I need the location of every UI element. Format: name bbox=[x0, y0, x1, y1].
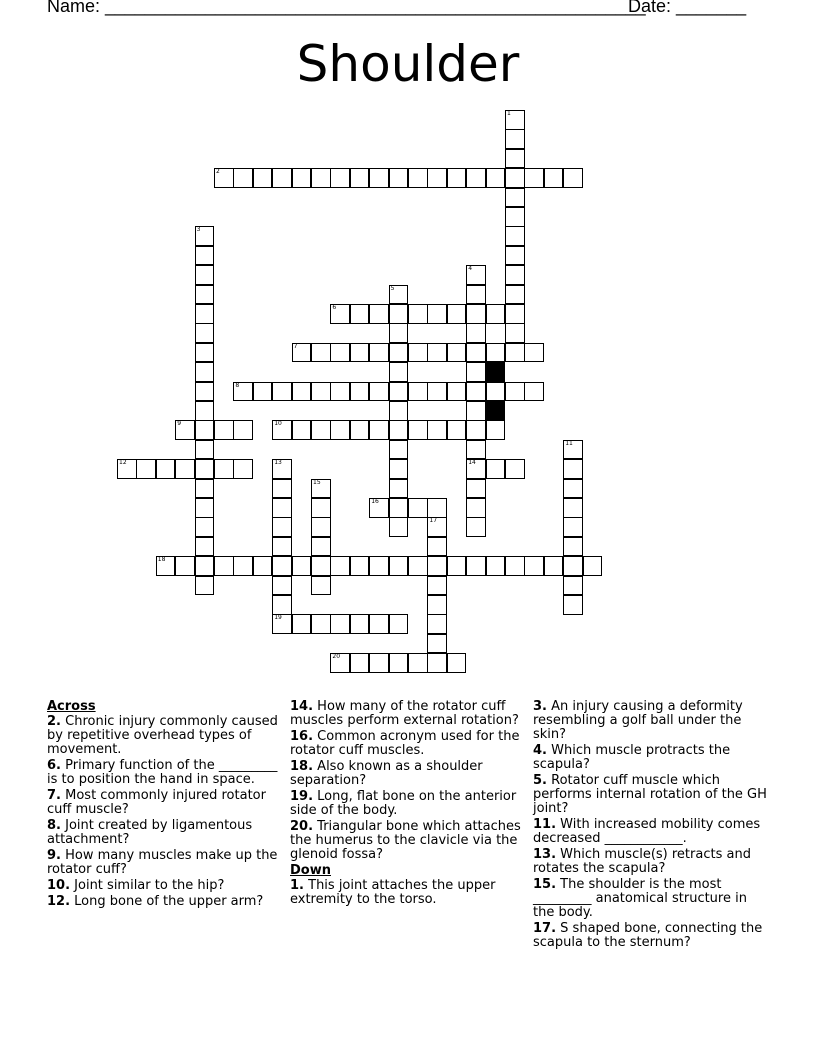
clue-down-11: 11. With increased mobility comes decreased ____________. bbox=[533, 817, 761, 846]
crossword-cell[interactable] bbox=[330, 653, 350, 673]
crossword-cell[interactable] bbox=[505, 343, 525, 363]
crossword-cell[interactable] bbox=[466, 323, 486, 343]
crossword-cell[interactable] bbox=[427, 498, 447, 518]
crossword-cell[interactable] bbox=[272, 614, 292, 634]
crossword-cell[interactable] bbox=[292, 556, 312, 576]
crossword-cell[interactable] bbox=[466, 304, 486, 324]
crossword-cell[interactable] bbox=[350, 653, 370, 673]
crossword-cell[interactable] bbox=[447, 304, 467, 324]
crossword-cell[interactable] bbox=[292, 614, 312, 634]
crossword-cell[interactable] bbox=[272, 479, 292, 499]
crossword-cell[interactable] bbox=[466, 420, 486, 440]
crossword-cell[interactable] bbox=[311, 343, 331, 363]
crossword-cell[interactable] bbox=[272, 459, 292, 479]
crossword-cell[interactable] bbox=[350, 168, 370, 188]
date-field: Date: _______ bbox=[628, 0, 747, 16]
crossword-cell[interactable] bbox=[389, 653, 409, 673]
crossword-cell[interactable] bbox=[195, 226, 215, 246]
crossword-cell[interactable] bbox=[544, 168, 564, 188]
crossword-cell[interactable] bbox=[369, 168, 389, 188]
crossword-cell[interactable] bbox=[311, 576, 331, 596]
crossword-cell[interactable] bbox=[466, 440, 486, 460]
crossword-cell[interactable] bbox=[195, 459, 215, 479]
crossword-cell[interactable] bbox=[369, 304, 389, 324]
crossword-cell[interactable] bbox=[272, 595, 292, 615]
crossword-cell[interactable] bbox=[563, 168, 583, 188]
crossword-cell[interactable] bbox=[544, 556, 564, 576]
clue-number: 2 bbox=[216, 168, 220, 176]
crossword-cell[interactable] bbox=[389, 459, 409, 479]
crossword-cell[interactable] bbox=[505, 129, 525, 149]
clue-across-8: 8. Joint created by ligamentous attachment? bbox=[47, 818, 253, 847]
crossword-cell[interactable] bbox=[195, 265, 215, 285]
crossword-cell[interactable] bbox=[563, 498, 583, 518]
crossword-cell[interactable] bbox=[195, 517, 215, 537]
crossword-cell[interactable] bbox=[389, 343, 409, 363]
clue-number: 10 bbox=[274, 420, 282, 428]
crossword-cell[interactable] bbox=[350, 382, 370, 402]
crossword-cell[interactable] bbox=[466, 285, 486, 305]
crossword-cell[interactable] bbox=[408, 556, 428, 576]
clue-number: 5 bbox=[390, 284, 395, 292]
crossword-cell[interactable] bbox=[427, 634, 447, 654]
crossword-cell[interactable] bbox=[195, 323, 215, 343]
crossword-cell[interactable] bbox=[195, 420, 215, 440]
crossword-cell[interactable] bbox=[524, 343, 544, 363]
clue-number: 19 bbox=[274, 614, 282, 622]
clue-across-19: 19. Long, flat bone on the anterior side of the body. bbox=[290, 789, 517, 818]
crossword-cell[interactable] bbox=[311, 382, 331, 402]
crossword-cell[interactable] bbox=[505, 110, 525, 130]
crossword-cell[interactable] bbox=[233, 382, 253, 402]
crossword-cell[interactable] bbox=[369, 343, 389, 363]
clue-number: 20 bbox=[332, 653, 341, 661]
clue-down-15: 15. The shoulder is the most _________ anatomical structure in the body. bbox=[533, 877, 747, 920]
crossword-cell[interactable] bbox=[292, 168, 312, 188]
clue-across-16: 16. Common acronym used for the rotator cuff muscles. bbox=[290, 729, 520, 758]
crossword-cell[interactable] bbox=[505, 168, 525, 188]
clue-across-2: 2. Chronic injury commonly caused by repetitive overhead types of movement. bbox=[47, 714, 278, 757]
crossword-cell[interactable] bbox=[408, 304, 428, 324]
clue-number: 14 bbox=[468, 459, 476, 467]
crossword-cell[interactable] bbox=[466, 556, 486, 576]
crossword-cell[interactable] bbox=[233, 420, 253, 440]
crossword-cell[interactable] bbox=[563, 459, 583, 479]
crossword-cell[interactable] bbox=[311, 498, 331, 518]
crossword-cell[interactable] bbox=[563, 517, 583, 537]
clue-number: 3 bbox=[196, 226, 201, 234]
clue-down-17: 17. S shaped bone, connecting the scapula to the sternum? bbox=[533, 921, 763, 950]
crossword-cell[interactable] bbox=[427, 653, 447, 673]
crossword-cell[interactable] bbox=[389, 401, 409, 421]
crossword-cell[interactable] bbox=[195, 362, 215, 382]
crossword-cell[interactable] bbox=[195, 556, 215, 576]
crossword-cell[interactable] bbox=[505, 323, 525, 343]
crossword-cell[interactable] bbox=[505, 285, 525, 305]
clue-across-6: 6. Primary function of the _________ is to position the hand in space. bbox=[47, 758, 278, 787]
crossword-cell[interactable] bbox=[369, 556, 389, 576]
crossword-cell[interactable] bbox=[369, 498, 389, 518]
crossword-cell[interactable] bbox=[156, 459, 176, 479]
down-heading: Down bbox=[290, 863, 331, 878]
crossword-cell[interactable] bbox=[427, 556, 447, 576]
crossword-cell[interactable] bbox=[253, 556, 273, 576]
crossword-cell[interactable] bbox=[427, 343, 447, 363]
crossword-cell[interactable] bbox=[350, 343, 370, 363]
crossword-cell[interactable] bbox=[214, 420, 234, 440]
crossword-cell[interactable] bbox=[427, 304, 447, 324]
crossword-cell[interactable] bbox=[447, 556, 467, 576]
name-field: Name: ______________________________________________________ bbox=[47, 0, 646, 16]
crossword-cell[interactable] bbox=[486, 459, 506, 479]
crossword-cell[interactable] bbox=[350, 556, 370, 576]
crossword-cell[interactable] bbox=[524, 168, 544, 188]
crossword-cell[interactable] bbox=[505, 382, 525, 402]
across-heading: Across bbox=[47, 699, 96, 714]
crossword-cell[interactable] bbox=[505, 149, 525, 169]
crossword-cell[interactable] bbox=[447, 382, 467, 402]
crossword-cell[interactable] bbox=[466, 343, 486, 363]
crossword-cell[interactable] bbox=[486, 420, 506, 440]
clue-number: 17 bbox=[429, 517, 438, 525]
crossword-cell[interactable] bbox=[466, 362, 486, 382]
crossword-cell[interactable] bbox=[408, 343, 428, 363]
crossword-cell[interactable] bbox=[369, 420, 389, 440]
clue-number: 16 bbox=[371, 498, 379, 505]
crossword-cell[interactable] bbox=[563, 595, 583, 615]
crossword-cell[interactable] bbox=[311, 479, 331, 499]
crossword-cell[interactable] bbox=[563, 479, 583, 499]
crossword-cell[interactable] bbox=[486, 343, 506, 363]
clue-down-5: 5. Rotator cuff muscle which performs internal rotation of the GH joint? bbox=[533, 773, 767, 816]
crossword-cell[interactable] bbox=[486, 382, 506, 402]
crossword-cell[interactable] bbox=[253, 382, 273, 402]
crossword-cell[interactable] bbox=[195, 401, 215, 421]
crossword-cell[interactable] bbox=[330, 382, 350, 402]
crossword-cell[interactable] bbox=[505, 459, 525, 479]
black-cell bbox=[486, 362, 506, 382]
crossword-cell[interactable] bbox=[389, 323, 409, 343]
clue-down-13: 13. Which muscle(s) retracts and rotates the scapula? bbox=[533, 847, 751, 876]
crossword-cell[interactable] bbox=[427, 595, 447, 615]
crossword-cell[interactable] bbox=[330, 343, 350, 363]
clue-down-3: 3. An injury causing a deformity resembling a golf ball under the skin? bbox=[533, 699, 743, 742]
crossword-cell[interactable] bbox=[389, 420, 409, 440]
crossword-cell[interactable] bbox=[427, 517, 447, 537]
crossword-cell[interactable] bbox=[563, 576, 583, 596]
crossword-cell[interactable] bbox=[466, 479, 486, 499]
crossword-cell[interactable] bbox=[292, 343, 312, 363]
clues-column-1 bbox=[47, 700, 283, 911]
crossword-cell[interactable] bbox=[175, 420, 195, 440]
crossword-cell[interactable] bbox=[524, 382, 544, 402]
crossword-cell[interactable] bbox=[272, 382, 292, 402]
crossword-cell[interactable] bbox=[389, 614, 409, 634]
crossword-cell[interactable] bbox=[466, 401, 486, 421]
clue-number: 12 bbox=[119, 459, 127, 467]
crossword-cell[interactable] bbox=[330, 304, 350, 324]
crossword-cell[interactable] bbox=[447, 168, 467, 188]
clues-column-3 bbox=[533, 700, 769, 952]
crossword-cell[interactable] bbox=[505, 226, 525, 246]
crossword-cell[interactable] bbox=[389, 498, 409, 518]
crossword-cell[interactable] bbox=[272, 556, 292, 576]
crossword-cell[interactable] bbox=[195, 382, 215, 402]
crossword-cell[interactable] bbox=[233, 556, 253, 576]
crossword-cell[interactable] bbox=[311, 517, 331, 537]
crossword-cell[interactable] bbox=[524, 556, 544, 576]
crossword-cell[interactable] bbox=[389, 304, 409, 324]
clue-number: 13 bbox=[274, 459, 282, 467]
page-title: Shoulder bbox=[296, 35, 520, 93]
crossword-cell[interactable] bbox=[505, 265, 525, 285]
crossword-cell[interactable] bbox=[427, 382, 447, 402]
crossword-cell[interactable] bbox=[175, 556, 195, 576]
crossword-cell[interactable] bbox=[195, 285, 215, 305]
crossword-cell[interactable] bbox=[253, 168, 273, 188]
crossword-cell[interactable] bbox=[505, 246, 525, 266]
crossword-cell[interactable] bbox=[583, 556, 603, 576]
crossword-cell[interactable] bbox=[272, 420, 292, 440]
clue-number: 7 bbox=[293, 342, 298, 350]
crossword-cell[interactable] bbox=[233, 168, 253, 188]
crossword-cell[interactable] bbox=[195, 343, 215, 363]
clue-down-4: 4. Which muscle protracts the scapula? bbox=[533, 743, 731, 772]
crossword-cell[interactable] bbox=[408, 382, 428, 402]
crossword-cell[interactable] bbox=[330, 614, 350, 634]
crossword-cell[interactable] bbox=[311, 614, 331, 634]
crossword-cell[interactable] bbox=[272, 537, 292, 557]
crossword-cell[interactable] bbox=[505, 207, 525, 227]
crossword-cell[interactable] bbox=[350, 420, 370, 440]
clue-down-1: 1. This joint attaches the upper extremity to the torso. bbox=[290, 878, 496, 907]
crossword-cell[interactable] bbox=[214, 168, 234, 188]
black-cell bbox=[486, 401, 506, 421]
clues-column-2 bbox=[290, 700, 526, 909]
crossword-cell[interactable] bbox=[272, 576, 292, 596]
crossword-cell[interactable] bbox=[408, 420, 428, 440]
crossword-cell[interactable] bbox=[563, 537, 583, 557]
crossword-cell[interactable] bbox=[292, 382, 312, 402]
crossword-cell[interactable] bbox=[466, 498, 486, 518]
crossword-cell[interactable] bbox=[389, 556, 409, 576]
crossword-cell[interactable] bbox=[427, 168, 447, 188]
crossword-cell[interactable] bbox=[311, 556, 331, 576]
crossword-cell[interactable] bbox=[369, 614, 389, 634]
crossword-cell[interactable] bbox=[195, 304, 215, 324]
crossword-cell[interactable] bbox=[389, 285, 409, 305]
crossword-cell[interactable] bbox=[330, 420, 350, 440]
crossword-cell[interactable] bbox=[272, 498, 292, 518]
crossword-cell[interactable] bbox=[195, 246, 215, 266]
crossword-cell[interactable] bbox=[272, 168, 292, 188]
crossword-cell[interactable] bbox=[350, 304, 370, 324]
crossword-cell[interactable] bbox=[214, 459, 234, 479]
crossword-cell[interactable] bbox=[447, 653, 467, 673]
crossword-cell[interactable] bbox=[292, 420, 312, 440]
crossword-cell[interactable] bbox=[389, 168, 409, 188]
clue-number: 15 bbox=[313, 478, 321, 486]
crossword-cell[interactable] bbox=[272, 517, 292, 537]
clue-across-10: 10. Joint similar to the hip? bbox=[47, 878, 225, 893]
crossword-cell[interactable] bbox=[233, 459, 253, 479]
crossword-cell[interactable] bbox=[195, 440, 215, 460]
crossword-cell[interactable] bbox=[389, 382, 409, 402]
crossword-cell[interactable] bbox=[563, 556, 583, 576]
crossword-cell[interactable] bbox=[389, 440, 409, 460]
crossword-cell[interactable] bbox=[486, 304, 506, 324]
crossword-cell[interactable] bbox=[466, 168, 486, 188]
clue-across-20: 20. Triangular bone which attaches the humerus to the clavicle via the glenoid fossa? bbox=[290, 819, 521, 862]
clue-number: 8 bbox=[235, 381, 240, 389]
crossword-cell[interactable] bbox=[563, 440, 583, 460]
crossword-cell[interactable] bbox=[195, 479, 215, 499]
crossword-cell[interactable] bbox=[195, 576, 215, 596]
crossword-cell[interactable] bbox=[427, 420, 447, 440]
clue-across-14: 14. How many of the rotator cuff muscles perform external rotation? bbox=[290, 699, 519, 728]
crossword-cell[interactable] bbox=[369, 653, 389, 673]
clue-number: 9 bbox=[177, 420, 182, 428]
crossword-cell[interactable] bbox=[505, 188, 525, 208]
crossword-cell[interactable] bbox=[466, 265, 486, 285]
crossword-cell[interactable] bbox=[505, 556, 525, 576]
crossword-cell[interactable] bbox=[408, 498, 428, 518]
crossword-cell[interactable] bbox=[408, 653, 428, 673]
crossword-cell[interactable] bbox=[505, 304, 525, 324]
crossword-cell[interactable] bbox=[214, 556, 234, 576]
crossword-cell[interactable] bbox=[486, 556, 506, 576]
crossword-cell[interactable] bbox=[195, 498, 215, 518]
crossword-cell[interactable] bbox=[466, 517, 486, 537]
clue-number: 18 bbox=[157, 556, 166, 564]
crossword-cell[interactable] bbox=[389, 479, 409, 499]
crossword-cell[interactable] bbox=[136, 459, 156, 479]
crossword-cell[interactable] bbox=[330, 168, 350, 188]
clue-number: 4 bbox=[468, 265, 473, 273]
crossword-cell[interactable] bbox=[466, 459, 486, 479]
crossword-cell[interactable] bbox=[195, 537, 215, 557]
clue-across-7: 7. Most commonly injured rotator cuff muscle? bbox=[47, 788, 266, 817]
crossword-cell[interactable] bbox=[427, 537, 447, 557]
crossword-cell[interactable] bbox=[117, 459, 137, 479]
crossword-cell[interactable] bbox=[311, 168, 331, 188]
crossword-cell[interactable] bbox=[427, 576, 447, 596]
crossword-cell[interactable] bbox=[408, 168, 428, 188]
crossword-cell[interactable] bbox=[156, 556, 176, 576]
crossword-cell[interactable] bbox=[447, 420, 467, 440]
crossword-cell[interactable] bbox=[427, 614, 447, 634]
clue-across-9: 9. How many muscles make up the rotator cuff? bbox=[47, 848, 278, 877]
crossword-cell[interactable] bbox=[311, 537, 331, 557]
crossword-cell[interactable] bbox=[369, 382, 389, 402]
clue-across-12: 12. Long bone of the upper arm? bbox=[47, 894, 264, 909]
crossword-cell[interactable] bbox=[175, 459, 195, 479]
crossword-cell[interactable] bbox=[486, 168, 506, 188]
clue-across-18: 18. Also known as a shoulder separation? bbox=[290, 759, 483, 788]
crossword-cell[interactable] bbox=[447, 343, 467, 363]
clue-number: 6 bbox=[332, 304, 337, 311]
crossword-cell[interactable] bbox=[466, 382, 486, 402]
clue-number: 11 bbox=[565, 439, 573, 447]
crossword-cell[interactable] bbox=[311, 420, 331, 440]
crossword-cell[interactable] bbox=[389, 517, 409, 537]
crossword-cell[interactable] bbox=[330, 556, 350, 576]
crossword-cell[interactable] bbox=[350, 614, 370, 634]
clue-number: 1 bbox=[507, 110, 511, 117]
crossword-cell[interactable] bbox=[389, 362, 409, 382]
